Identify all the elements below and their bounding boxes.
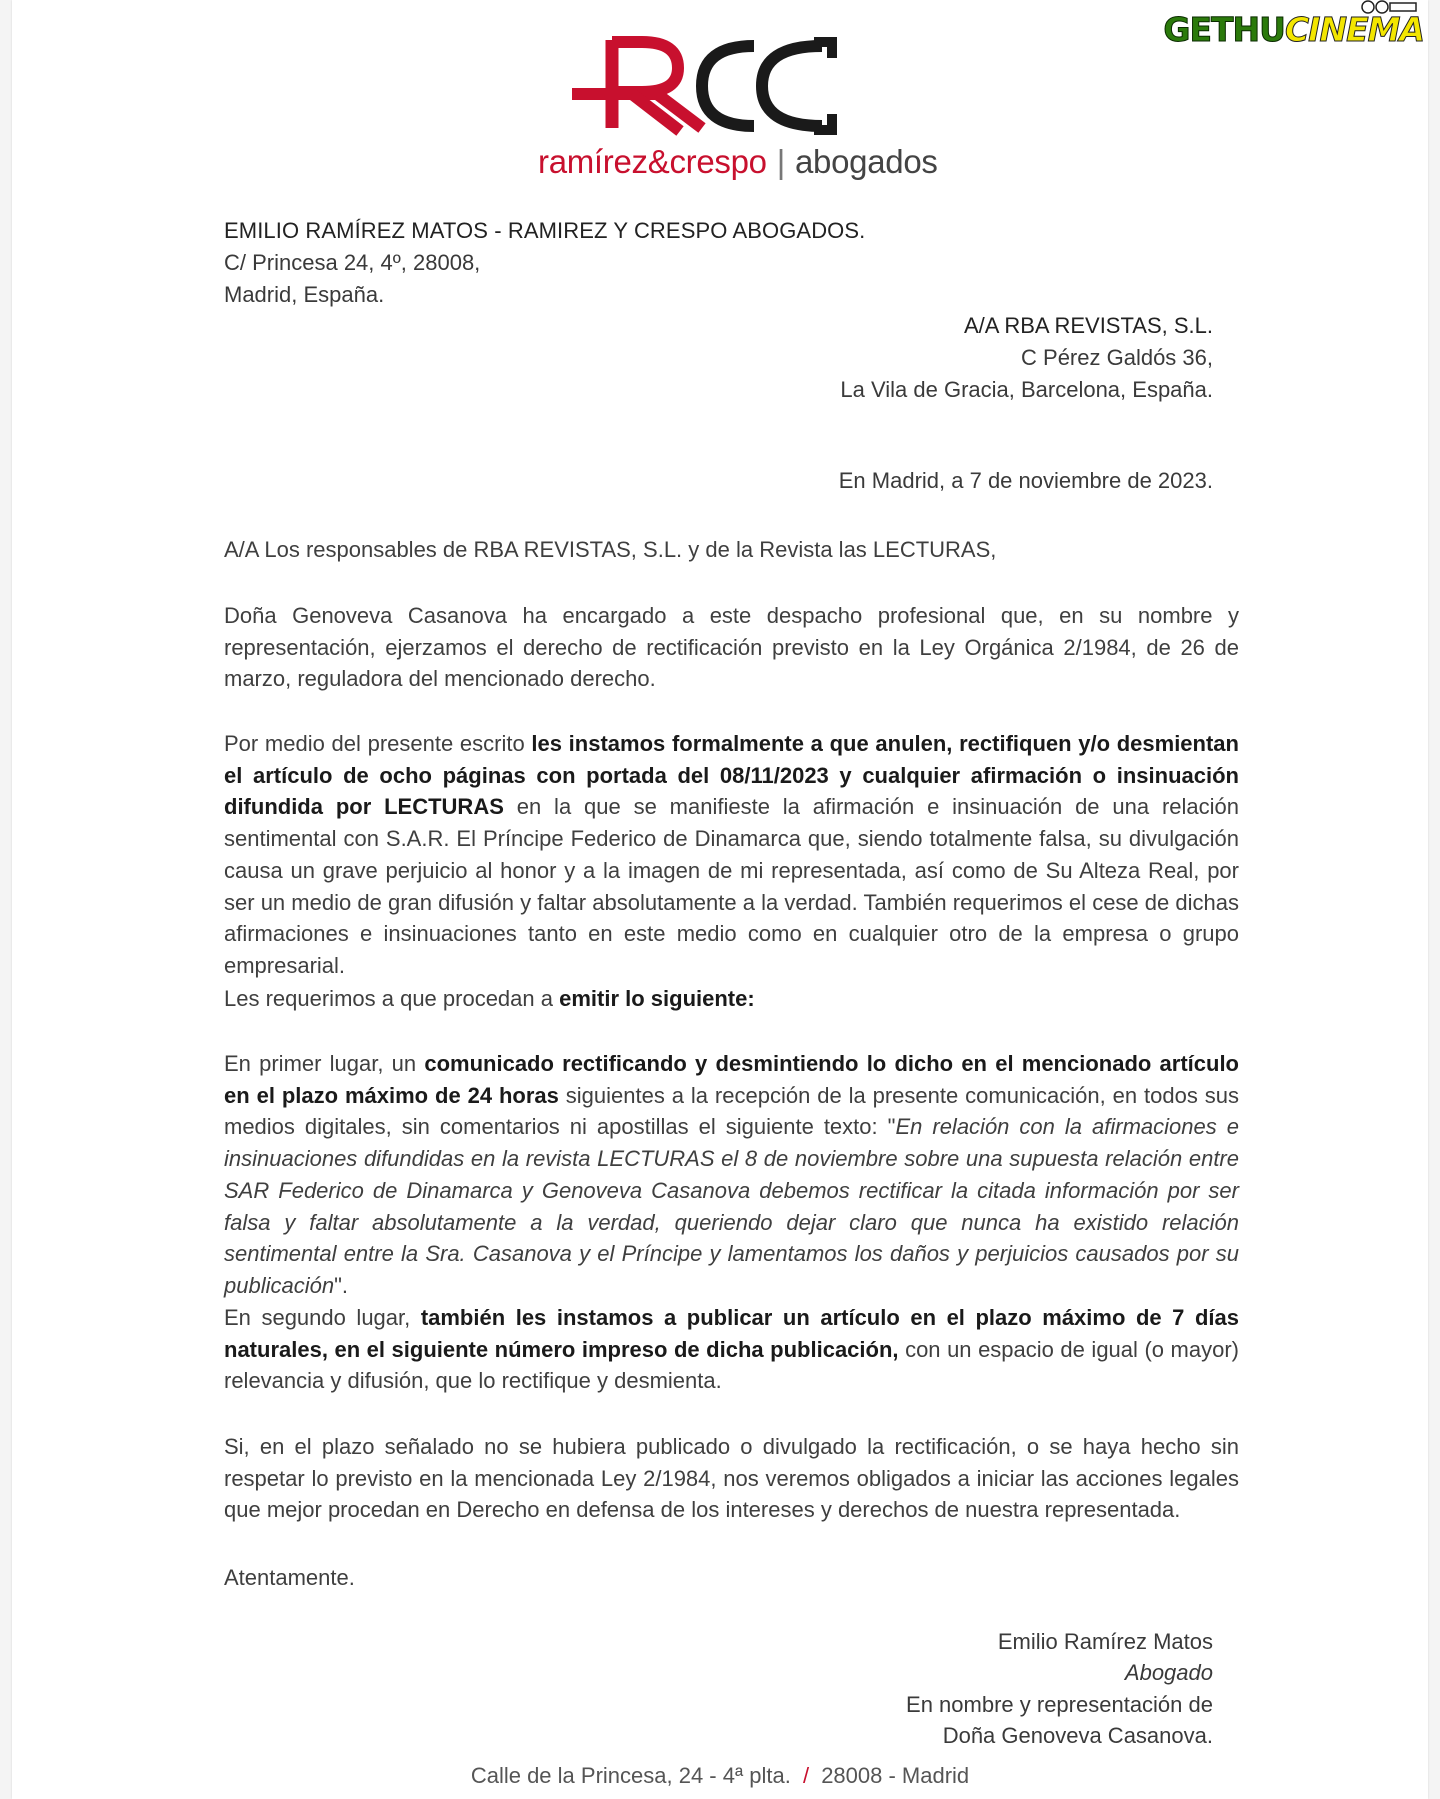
letter-page bbox=[12, 0, 1428, 1799]
film-camera-icon bbox=[1358, 0, 1418, 14]
firm-name bbox=[538, 143, 938, 181]
recipient-address-line1: C Pérez Galdós 36, bbox=[1021, 345, 1213, 370]
p2-text-a: Por medio del presente escrito bbox=[224, 731, 532, 756]
paragraph-1: Doña Genoveva Casanova ha encargado a este despacho profesional que, en su nombre y representación, ejerzamos el derecho de rectificación previsto en la Ley Orgánica 2/1984, de 26 de marzo, reguladora del mencionado derecho. bbox=[224, 603, 1239, 692]
recipient-address-line2: La Vila de Gracia, Barcelona, España. bbox=[840, 377, 1213, 402]
p2-text-c: en la que se manifieste la afirmación e insinuación de una relación sentimental con S.A.R. El Príncipe Federico de Dinamarca que, siendo totalmente falsa, su divulgación causa un grave perjuicio al honor y a la imagen de mi representada, así como de Su Alteza Real, por ser un medio de gran difusión y faltar absolutamente a la verdad. También requerimos el cese de dichas afirmaciones e insinuaciones tanto en este medio como en cualquier otro de la empresa o grupo empresarial. bbox=[224, 794, 1239, 978]
firm-name-suffix: abogados bbox=[795, 143, 938, 180]
closing: Atentamente. bbox=[224, 1565, 355, 1590]
watermark bbox=[1163, 6, 1424, 52]
p2-bold: les instamos formalmente a que anulen, rectifiquen y/o desmientan el artículo de ocho páginas con portada del 08/11/2023 y cualquier afirmación o insinuación difundida por LECTURAS bbox=[224, 731, 1239, 820]
p3-text-a: Les requerimos a que procedan a bbox=[224, 986, 560, 1011]
p4-quote: En relación con la afirmaciones e insinuaciones difundidas en la revista LECTURAS el 8 de noviembre sobre una supuesta relación entre SAR Federico de Dinamarca y Genoveva Casanova debemos rectificar la citada información por ser falsa y faltar absolutamente a la verdad, queriendo dejar claro que nunca ha existido relación sentimental entre la Sra. Casanova y el Príncipe y lamentamos los daños y perjuicios causados por su publicación bbox=[224, 1114, 1240, 1298]
paragraph-2 bbox=[224, 728, 1239, 982]
letter-date: En Madrid, a 7 de noviembre de 2023. bbox=[838, 468, 1213, 493]
sender-address-line1: C/ Princesa 24, 4º, 28008, bbox=[224, 250, 481, 275]
p5-bold: también les instamos a publicar un artículo en el plazo máximo de 7 días naturales, en el siguiente número impreso de dicha publicación, bbox=[224, 1305, 1239, 1362]
firm-name-amp: &crespo bbox=[647, 143, 767, 180]
footer-part1: Calle de la Princesa, 24 - 4ª plta. bbox=[470, 1763, 791, 1788]
recipient-name: A/A RBA REVISTAS, S.L. bbox=[963, 313, 1213, 338]
signature-name: Emilio Ramírez Matos bbox=[997, 1629, 1213, 1654]
footer-address bbox=[12, 1763, 1428, 1789]
p5-text-a: En segundo lugar, bbox=[224, 1305, 421, 1330]
watermark-part1: GETHU bbox=[1163, 9, 1285, 49]
paragraph-5 bbox=[224, 1302, 1239, 1397]
p5-text-c: con un espacio de igual (o mayor) relevancia y difusión, que lo rectifique y desmienta. bbox=[224, 1336, 1239, 1394]
paragraph-3 bbox=[224, 983, 1239, 1015]
p4-bold: comunicado rectificando y desmintiendo lo dicho en el mencionado artículo en el plazo máximo de 24 horas bbox=[224, 1051, 1239, 1108]
firm-name-divider: | bbox=[776, 143, 785, 180]
footer-part2: 28008 - Madrid bbox=[821, 1763, 970, 1788]
watermark-part2: CINEMA bbox=[1284, 9, 1424, 49]
sender-name: EMILIO RAMÍREZ MATOS - RAMIREZ Y CRESPO ABOGADOS. bbox=[224, 218, 866, 243]
paragraph-4 bbox=[224, 1048, 1239, 1302]
signature-line4: Doña Genoveva Casanova. bbox=[942, 1723, 1213, 1748]
signature-title: Abogado bbox=[1124, 1660, 1213, 1685]
p4-text-c: siguientes a la recepción de la presente comunicación, en todos sus medios digitales, sin comentarios ni apostillas el siguiente texto: " bbox=[224, 1082, 1239, 1140]
paragraph-6: Si, en el plazo señalado no se hubiera publicado o divulgado la rectificación, o se haya hecho sin respetar lo previsto en la mencionada Ley 2/1984, nos veremos obligados a iniciar las acciones legales que mejor procedan en Derecho en defensa de los intereses y derechos de nuestra representada. bbox=[224, 1434, 1239, 1523]
firm-name-red: ramírez bbox=[538, 143, 648, 180]
signature-line3: En nombre y representación de bbox=[906, 1692, 1213, 1717]
p4-text-e: ". bbox=[334, 1272, 348, 1298]
sender-address-line2: Madrid, España. bbox=[224, 282, 385, 307]
footer-slash: / bbox=[802, 1763, 810, 1788]
p4-text-a: En primer lugar, un bbox=[224, 1051, 425, 1076]
p3-bold: emitir lo siguiente: bbox=[559, 986, 755, 1011]
greeting: A/A Los responsables de RBA REVISTAS, S.L. y de la Revista las LECTURAS, bbox=[224, 537, 997, 562]
